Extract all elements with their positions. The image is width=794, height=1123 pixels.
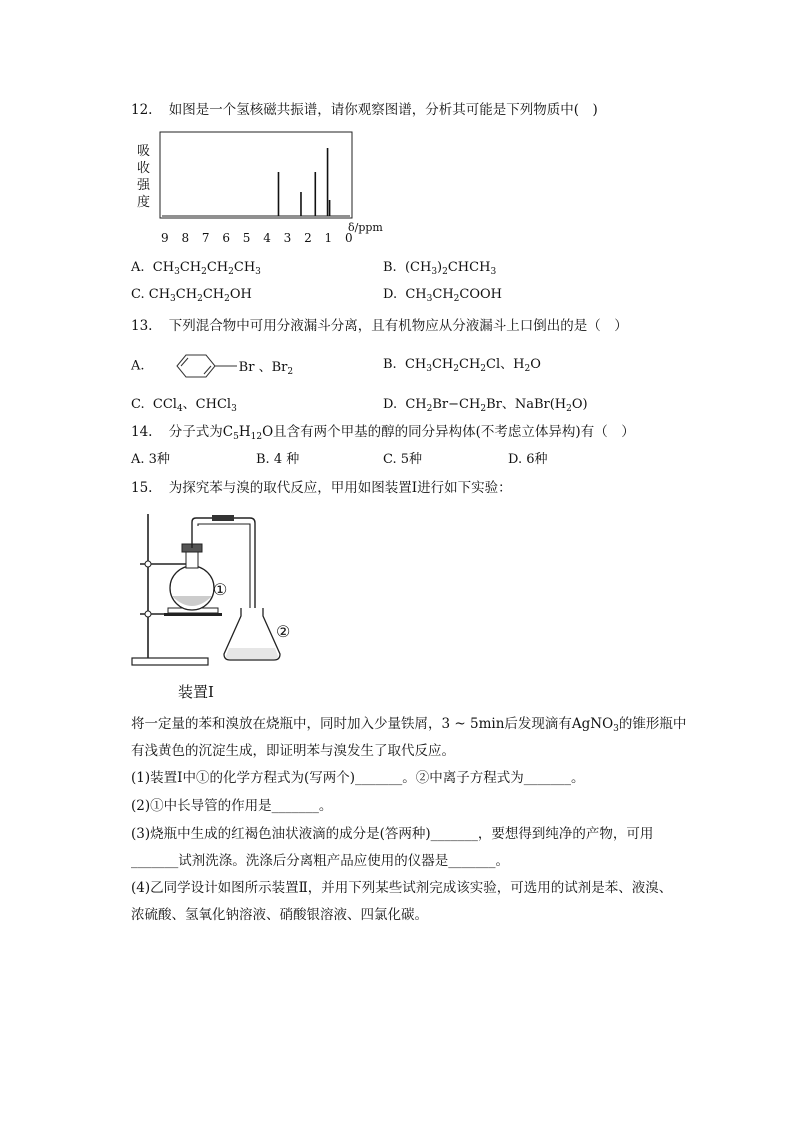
figure-caption: 装置Ⅰ [178,683,214,701]
q15-para1-line2: 有浅黄色的沉淀生成，即证明苯与溴发生了取代反应。 [131,743,455,759]
q13-option-c[interactable]: C. CCl$_4$、CHCl$_3$ [131,397,237,414]
nmr-tick-label: 6 [222,231,230,245]
q15-sub1: (1)装置Ⅰ中①的化学方程式为(写两个)_______。②中离子方程式为_______。 [131,770,585,786]
q12-option-a[interactable]: A. $CH_3CH_2CH_2CH_3$ [131,260,261,277]
q14-option-b[interactable]: B. 4 种 [256,452,300,467]
marker-2: ② [276,622,291,641]
q12-text: 如图是一个氢核磁共振谱，请你观察图谱，分析其可能是下列物质中( ) [168,102,598,118]
q13-option-a[interactable]: A. Br 、$Br_2$ [131,353,293,379]
nmr-frame [160,132,352,218]
nmr-tick-label: 8 [181,231,190,245]
nmr-spectrum [150,130,400,248]
q15-text: 为探究苯与溴的取代反应，甲用如图装置Ⅰ进行如下实验： [168,480,512,496]
q13-stem [131,314,628,334]
q12-option-d[interactable]: D. $CH_3CH_2COOH$ [383,287,503,304]
nmr-tick-label: 4 [263,231,271,245]
q12-option-b[interactable]: B. $(CH_3)_2CHCH_3$ [383,260,497,277]
q12-number: 12. [131,102,153,118]
q15-stem [131,476,512,496]
nmr-tick-label: 9 [161,231,169,245]
q15-sub3-line1: (3)烧瓶中生成的红褐色油状液滴的成分是(答两种)_______，要想得到纯净的产物，可用 [131,826,654,842]
ylabel-char: 收 [137,161,151,176]
q13-text: 下列混合物中可用分液漏斗分离，且有机物应从分液漏斗上口倒出的是（ ） [168,318,628,334]
q15-sub4-line2: 浓硫酸、氢氧化钠溶液、硝酸银溶液、四氯化碳。 [131,907,428,923]
nmr-tick-label: 2 [304,231,312,245]
q12-option-c[interactable]: C. $CH_3CH_2CH_2OH$ [131,287,252,304]
q14-stem: 14. 分子式为$C_5H_{12}O$且含有两个甲基的醇的同分异构体(不考虑立体异构)有（ ） [131,424,635,442]
q12-stem [131,98,598,118]
q15-number: 15. [131,480,153,496]
q14-option-a[interactable]: A. 3种 [131,452,170,467]
benzene-ring-icon [171,353,239,379]
q13-option-a-label: A. [131,358,145,374]
q14-number: 14. [131,424,153,440]
nmr-tick-label: 0 [345,231,353,245]
ylabel-char: 强 [137,178,151,193]
q14-option-d[interactable]: D. 6种 [508,452,548,467]
nmr-tick-label: 1 [324,231,333,245]
nmr-tick-label: 5 [242,231,251,245]
nmr-ylabel [137,143,151,211]
nmr-xunit: δ/ppm [348,221,383,234]
q14-option-c[interactable]: C. 5种 [383,452,423,467]
ylabel-char: 度 [137,195,151,210]
q15-para1-line1: 将一定量的苯和溴放在烧瓶中，同时加入少量铁屑，3 ~ 5min后发现滴有AgNO$_3$的锥形瓶中 [131,716,687,734]
q15-sub3-line2: _______试剂洗涤。洗涤后分离粗产品应使用的仪器是_______。 [131,853,509,869]
nmr-tick-label: 3 [283,231,292,245]
q13-number: 13. [131,318,153,334]
q15-sub4-line1: (4)乙同学设计如图所示装置Ⅱ，并用下列某些试剂完成该实验，可选用的试剂是苯、液溴、 [131,880,673,896]
q13-option-d[interactable]: D. $CH_2Br-CH_2Br$、$NaBr(H_2O)$ [383,397,588,414]
ylabel-char: 吸 [137,144,151,159]
marker-1: ① [213,580,228,599]
q15-sub2: (2)①中长导管的作用是_______。 [131,798,333,814]
q13-option-b[interactable]: B. $CH_3CH_2CH_2Cl$、$H_2O$ [383,357,541,374]
nmr-tick-label: 7 [201,231,210,245]
